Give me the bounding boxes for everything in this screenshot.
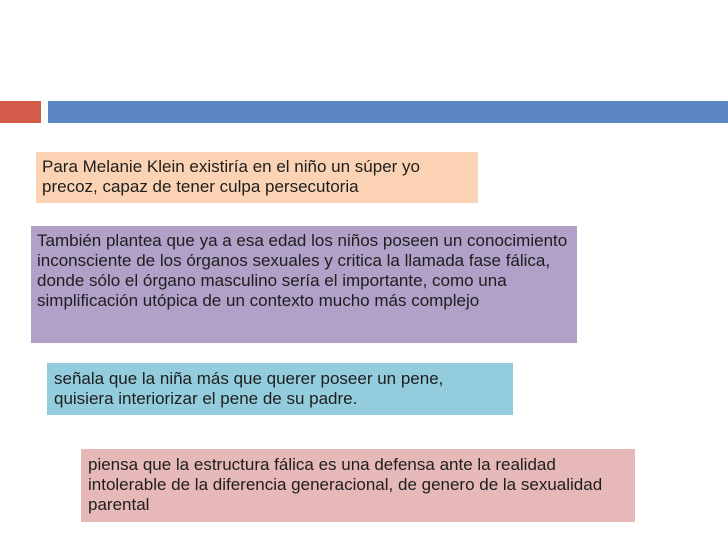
text-box-conocimiento-text: También plantea que ya a esa edad los niños poseen un conocimiento inconsciente de los órganos sexuales y critica la llamada fase fálica, donde sólo el órgano masculino sería el importante, como una simplificación utópica de un contexto mucho más complejo xyxy=(37,231,568,310)
text-box-superyo xyxy=(36,152,478,203)
accent-bar-right xyxy=(48,101,728,123)
text-box-estructura-falica-text: piensa que la estructura fálica es una defensa ante la realidad intolerable de la diferencia generacional, de genero de la sexualidad parental xyxy=(88,455,603,514)
text-box-nina xyxy=(47,363,513,415)
text-box-nina-text: señala que la niña más que querer poseer un pene, quisiera interiorizar el pene de su padre. xyxy=(54,369,444,408)
accent-bar-left xyxy=(0,101,41,123)
text-box-estructura-falica xyxy=(81,449,635,522)
text-box-superyo-text: Para Melanie Klein existiría en el niño un súper yo precoz, capaz de tener culpa persecutoria xyxy=(42,157,420,196)
text-box-conocimiento xyxy=(31,226,577,343)
